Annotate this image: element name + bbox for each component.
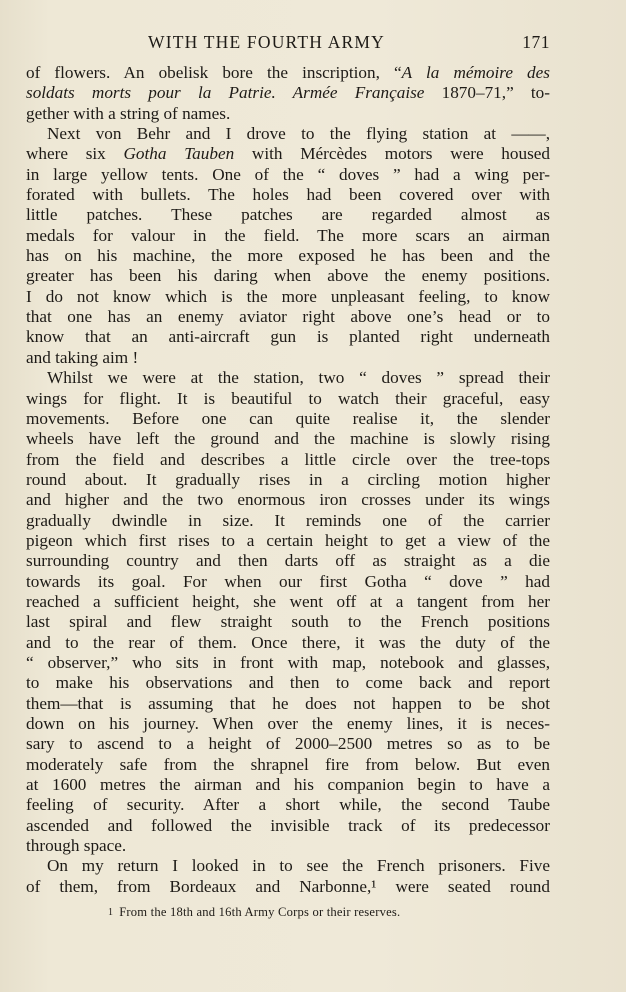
text-line: moderately safe from the shrapnel fire from below. But even — [26, 754, 550, 774]
text-line: medals for valour in the field. The more scars an airman — [26, 225, 550, 245]
text-line: down on his journey. When over the enemy lines, it is neces- — [26, 714, 550, 733]
text-line: and higher and the two enormous iron crosses under its wings — [26, 490, 550, 510]
text-line: towards its goal. For when our first Gotha “ dove ” had — [26, 571, 550, 591]
footnote-text: From the 18th and 16th Army Corps or their reserves. — [119, 905, 401, 919]
running-head: WITH THE FOURTH ARMY — [148, 32, 385, 52]
text-line: reached a sufficient height, she went off at a tangent from her — [26, 591, 550, 611]
text-line: gether with a string of names. — [26, 103, 231, 123]
text-line: wings for flight. It is beautiful to watch their graceful, easy — [26, 388, 550, 408]
text-line: greater has been his daring when above the enemy positions. — [26, 266, 550, 286]
text-line: Whilst we were at the station, two “ doves ” spread their — [47, 368, 550, 388]
text-line: where six Gotha Tauben with Mércèdes motors were housed — [26, 144, 550, 164]
text-line: in large yellow tents. One of the “ doves ” had a wing per- — [26, 164, 550, 184]
text-line: ascended and followed the invisible track of its predecessor — [26, 815, 550, 835]
text-line: On my return I looked in to see the French prisoners. Five — [47, 856, 550, 876]
body-text — [26, 63, 550, 897]
text-line: to make his observations and then to come back and report — [26, 673, 550, 693]
text-line: and to the rear of them. Once there, it was the duty of the — [26, 632, 550, 652]
text-line: forated with bullets. The holes had been covered over with — [26, 185, 550, 205]
text-line: pigeon which first rises to a certain height to get a view of the — [26, 530, 550, 550]
text-line: of them, from Bordeaux and Narbonne,¹ were seated round — [26, 876, 550, 896]
text-line: at 1600 metres the airman and his companion begin to have a — [26, 775, 550, 795]
text-line: through space. — [26, 836, 127, 856]
text-line: that one has an enemy aviator right above one’s head or to — [26, 307, 550, 327]
text-line: sary to ascend to a height of 2000–2500 metres so as to be — [26, 734, 550, 754]
text-line: surrounding country and then darts off as straight as a die — [26, 551, 550, 571]
text-line: and taking aim ! — [26, 347, 139, 367]
text-line: “ observer,” who sits in front with map, notebook and glasses, — [26, 652, 550, 672]
text-line: them—that is assuming that he does not happen to be shot — [26, 693, 550, 713]
text-line: round about. It gradually rises in a circling motion higher — [26, 469, 550, 489]
text-line: has on his machine, the more exposed he has been and the — [26, 246, 550, 266]
text-line: feeling of security. After a short while, the second Taube — [26, 795, 550, 815]
page-number: 171 — [522, 32, 550, 52]
text-line: wheels have left the ground and the machine is slowly rising — [26, 429, 550, 449]
footnote — [108, 905, 400, 920]
text-line: little patches. These patches are regarded almost as — [26, 205, 550, 225]
text-line: movements. Before one can quite realise it, the slender — [26, 408, 550, 428]
text-line: I do not know which is the more unpleasant feeling, to know — [26, 286, 550, 306]
footnote-mark: 1 — [108, 907, 114, 918]
text-line: know that an anti-aircraft gun is planted right underneath — [26, 327, 550, 347]
text-line: Next von Behr and I drove to the flying station at ——, — [47, 124, 550, 144]
text-line: last spiral and flew straight south to the French positions — [26, 612, 550, 632]
page-header — [26, 32, 550, 54]
text-line: from the field and describes a little circle over the tree-tops — [26, 449, 550, 469]
text-line: soldats morts pour la Patrie. Armée Française 1870–71,” to- — [26, 83, 550, 103]
text-line: of flowers. An obelisk bore the inscription, “A la mémoire des — [26, 63, 550, 82]
text-line: gradually dwindle in size. It reminds one of the carrier — [26, 510, 550, 530]
